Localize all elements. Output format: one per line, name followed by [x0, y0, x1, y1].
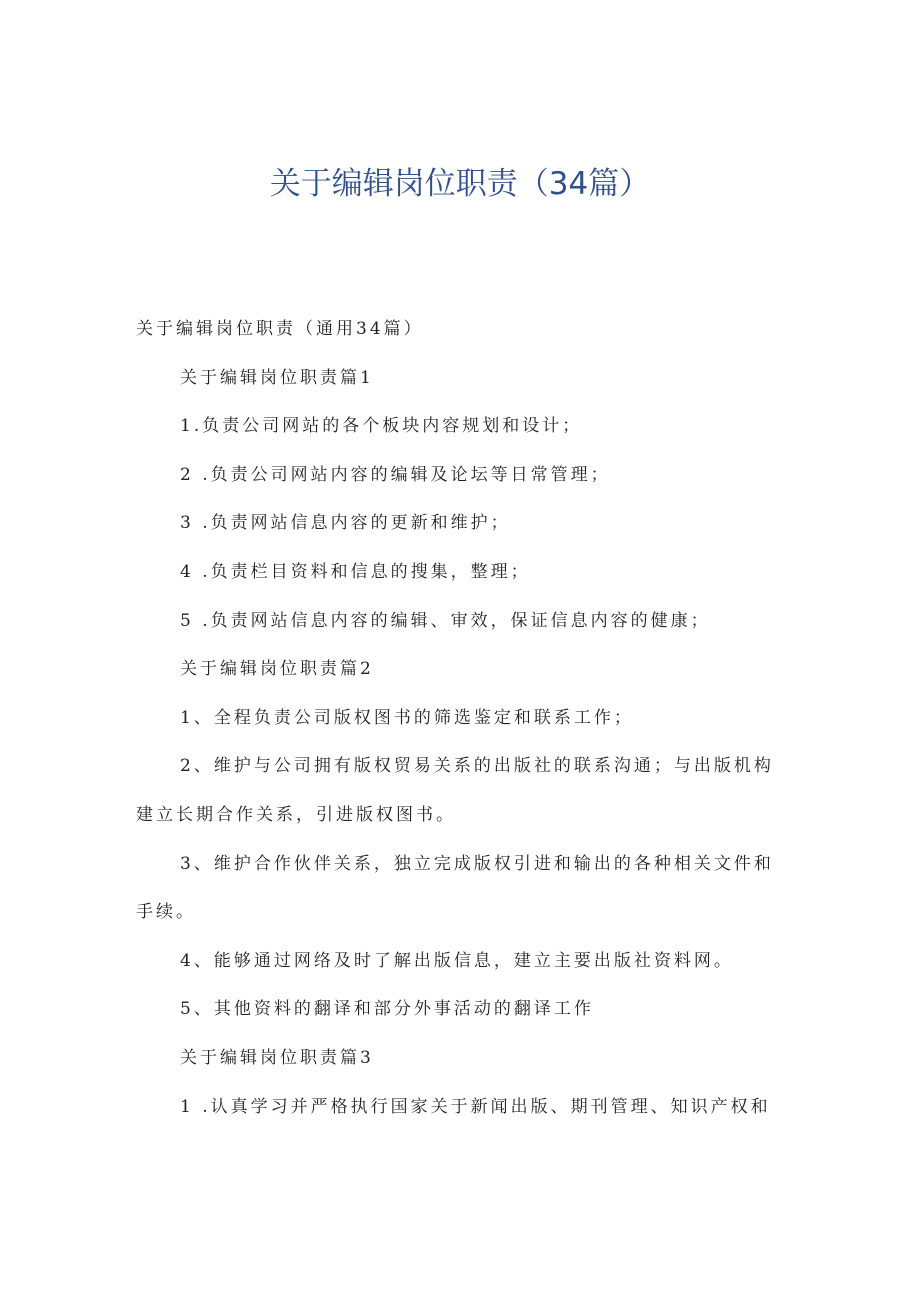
paragraph: 1.负责公司网站的各个板块内容规划和设计； — [180, 416, 583, 437]
paragraph: 关于编辑岗位职责（通用34篇） — [136, 319, 424, 339]
paragraph: 2 .负责公司网站内容的编辑及论坛等日常管理； — [180, 464, 611, 485]
paragraph: 1 .认真学习并严格执行国家关于新闻出版、期刊管理、知识产权和 — [180, 1096, 771, 1117]
paragraph: 3、维护合作伙伴关系，独立完成版权引进和输出的各种相关文件和手续。 — [136, 853, 774, 923]
document-title: 关于编辑岗位职责（34篇） — [269, 166, 651, 202]
paragraph: 1、全程负责公司版权图书的筛选鉴定和联系工作； — [180, 707, 634, 728]
paragraph: 3 .负责网站信息内容的更新和维护； — [180, 513, 511, 534]
document-body — [136, 305, 776, 1131]
paragraph: 4 .负责栏目资料和信息的搜集，整理； — [180, 561, 531, 582]
paragraph: 2、维护与公司拥有版权贸易关系的出版社的联系沟通；与出版机构建立长期合作关系，引进版权图书。 — [136, 756, 774, 825]
paragraph: 5、其他资料的翻译和部分外事活动的翻译工作 — [180, 999, 594, 1020]
section-heading: 关于编辑岗位职责篇1 — [180, 367, 374, 388]
section-heading: 关于编辑岗位职责篇3 — [180, 1047, 374, 1068]
section-heading: 关于编辑岗位职责篇2 — [180, 659, 374, 680]
paragraph: 4、能够通过网络及时了解出版信息，建立主要出版社资料网。 — [180, 950, 734, 971]
paragraph: 5 .负责网站信息内容的编辑、审效，保证信息内容的健康； — [180, 610, 711, 631]
